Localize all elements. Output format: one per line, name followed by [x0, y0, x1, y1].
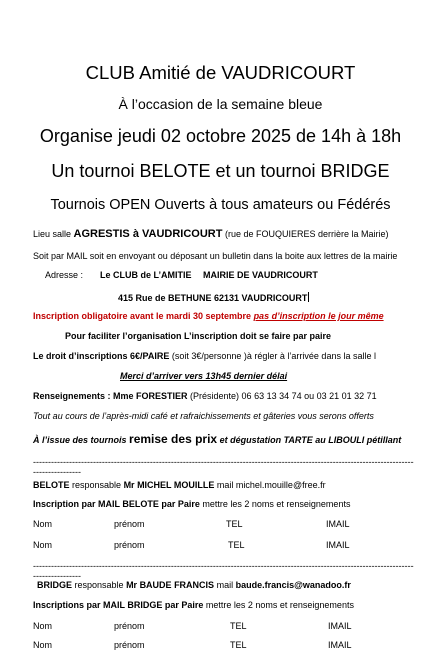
bridge-row-2-tel: TEL	[230, 640, 247, 650]
prizes-before: À l’issue des tournois	[33, 435, 130, 445]
bridge-row-2-imail: IMAIL	[328, 640, 352, 650]
belote-label: BELOTE	[33, 480, 70, 490]
inscription-by-pair: Pour faciliter l’organisation L’inscription doit se faire par paire	[65, 331, 332, 341]
page-title: CLUB Amitié de VAUDRICOURT	[85, 62, 356, 83]
address-mairie: MAIRIE DE VAUDRICOURT	[203, 270, 318, 280]
belote-row-1-nom: Nom	[33, 519, 53, 529]
text-cursor	[308, 292, 309, 302]
belote-responsible	[33, 480, 326, 490]
inscription-mandatory-text: Inscription obligatoire avant le mardi 30 septembre	[33, 311, 254, 321]
bridge-inscription	[33, 600, 354, 610]
no-same-day-note: pas d’inscription le jour même	[253, 311, 384, 321]
belote-row-2-prenom: prénom	[114, 540, 145, 550]
renseignements-rest: (Présidente) 06 63 13 34 74 ou 03 21 01 32 71	[187, 391, 377, 401]
prizes-highlight: remise des prix	[129, 432, 218, 446]
bridge-person: Mr BAUDE FRANCIS	[126, 580, 215, 590]
separator-top: -----------------------------------------------------------------------------------------------------------------------------------------------	[33, 457, 414, 477]
bridge-mail-label: mail	[214, 580, 236, 590]
renseignements-bold: Renseignements : Mme FORESTIER	[33, 391, 188, 401]
renseignements-line	[33, 391, 377, 401]
date-line: Organise jeudi 02 octobre 2025 de 14h à 18h	[39, 126, 402, 146]
bridge-responsable-word: responsable	[72, 580, 127, 590]
tournament-line: Un tournoi BELOTE et un tournoi BRIDGE	[51, 161, 390, 181]
bridge-label: BRIDGE	[37, 580, 73, 590]
belote-inscription-rest: mettre les 2 noms et renseignements	[199, 499, 351, 509]
belote-email[interactable]: michel.mouille@free.fr	[235, 480, 326, 490]
belote-inscription	[33, 499, 350, 509]
venue-name: AGRESTIS à VAUDRICOURT	[73, 228, 223, 240]
address-club: Le CLUB de L’AMITIE	[100, 270, 192, 280]
occasion-line: À l’occasion de la semaine bleue	[118, 96, 323, 112]
prizes-after: et dégustation TARTE au LIBOULI pétillant	[217, 435, 402, 445]
afternoon-line: Tout au cours de l’après-midi café et rafraichissements et gâteries vous serons offerts	[33, 411, 374, 421]
bridge-email[interactable]: baude.francis@wanadoo.fr	[235, 580, 351, 590]
belote-row-2-nom: Nom	[33, 540, 53, 550]
fees-bold: Le droit d’inscriptions 6€/PAIRE	[33, 351, 170, 361]
address-street	[118, 292, 309, 303]
arrival-note: Merci d’arriver vers 13h45 dernier délai	[120, 371, 288, 381]
bridge-row-2-prenom: prénom	[114, 640, 145, 650]
inscription-mandatory	[33, 311, 384, 321]
address-label: Adresse :	[45, 270, 84, 280]
mail-info: Soit par MAIL soit en envoyant ou déposant un bulletin dans la boite aux lettres de la mairie	[33, 251, 398, 261]
bridge-row-1-prenom: prénom	[114, 621, 145, 631]
bridge-responsible	[37, 580, 351, 590]
bridge-inscription-rest: mettre les 2 noms et renseignements	[203, 600, 354, 610]
separator-middle: -----------------------------------------------------------------------------------------------------------------------------------------------	[33, 561, 414, 581]
open-line: Tournois OPEN Ouverts à tous amateurs ou Fédérés	[50, 197, 391, 213]
bridge-row-1-imail: IMAIL	[328, 621, 352, 631]
belote-responsable-word: responsable	[69, 480, 124, 490]
bridge-inscription-bold: Inscriptions par MAIL BRIDGE par Paire	[33, 600, 204, 610]
belote-row-2-imail: IMAIL	[326, 540, 350, 550]
belote-row-1-imail: IMAIL	[326, 519, 350, 529]
venue-suffix: (rue de FOUQUIERES derrière la Mairie)	[222, 229, 389, 239]
venue-prefix: Lieu salle	[33, 229, 74, 239]
prizes-line	[33, 432, 401, 446]
fees-line	[33, 351, 376, 361]
venue-line	[33, 228, 389, 240]
belote-row-1-prenom: prénom	[114, 519, 145, 529]
fees-rest: (soit 3€/personne )à régler à l’arrivée dans la salle l	[169, 351, 376, 361]
belote-inscription-bold: Inscription par MAIL BELOTE par Paire	[33, 499, 200, 509]
belote-mail-label: mail	[214, 480, 236, 490]
belote-row-1-tel: TEL	[226, 519, 243, 529]
belote-person: Mr MICHEL MOUILLE	[123, 480, 215, 490]
bridge-row-1-nom: Nom	[33, 621, 53, 631]
bridge-row-2-nom: Nom	[33, 640, 53, 650]
address-street-text: 415 Rue de BETHUNE 62131 VAUDRICOURT	[118, 293, 308, 303]
belote-row-2-tel: TEL	[228, 540, 245, 550]
bridge-row-1-tel: TEL	[230, 621, 247, 631]
